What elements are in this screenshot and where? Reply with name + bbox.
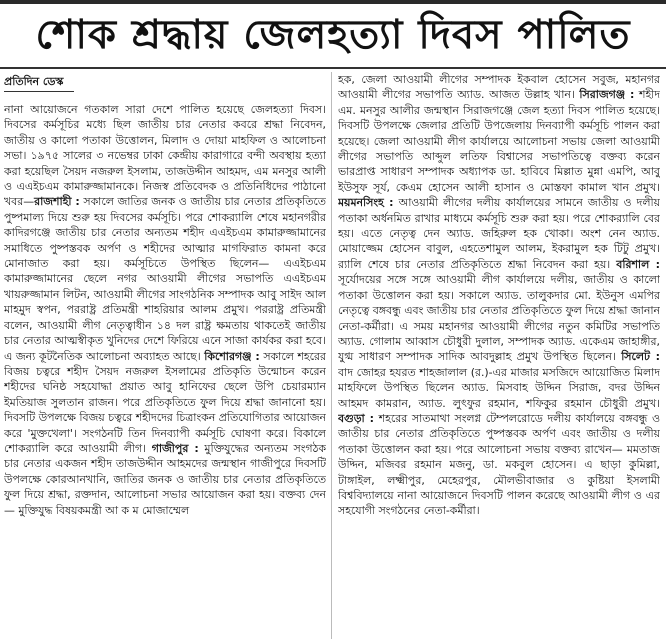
headline-rule bbox=[0, 67, 666, 69]
report-text-gazipur-cont: হক, জেলা আওয়ামী লীগের সম্পাদক ইকবাল হোসেন সবুজ, মহানগর আওয়ামী লীগের সভাপতি অ্যাড. আজত উল্লাহ খান। bbox=[338, 73, 660, 102]
report-text-sirajganj: শহীদ এম. মনসুর আলীর জন্মস্থান সিরাজগঞ্জে জেল হত্যা দিবস পালিত হয়েছে। দিবসটি উপলক্ষে জেলার প্রতিটি উপজেলায় দিনব্যাপী কর্মসূচি পালন করা হয়েছে। জেলা আওয়ামী লীগ কার্যালয়ে আলোচনা সভায় জেলা আওয়ামী লীগের সভাপতি আব্দুল লতিফ বিশ্বাসের সভাপতিত্বে বক্তব্য করেন ভারপ্রাপ্ত সাধারণ সম্পাদক অধ্যাপক ডা. হাবিবে মিল্লাত মুন্না এমপি, আবু ইউসুফ সূর্য, কেএম হোসেন আলী হাসান ও মোস্তফা কামাল খান প্রমুখ। bbox=[338, 88, 660, 194]
article-column-right bbox=[338, 72, 660, 639]
top-rule bbox=[0, 0, 666, 4]
place-label-sirajganj: সিরাজগঞ্জ : bbox=[579, 88, 635, 102]
place-label-mymensingh: ময়মনসিংহ : bbox=[338, 196, 394, 210]
report-text-bogura: শহরের সাতমাথা সংলগ্ন টেম্পলরোডে দলীয় কার্যালয়ে বঙ্গবন্ধু ও জাতীয় চার নেতার প্রতিকৃতিতে পুষ্পস্তবক অর্পণ এবং জাতীয় ও দলীয় পতাকা উত্তোলন করা হয়। পরে আলোচনা সভায় বক্তব্য রাখেন— মমতাজ উদ্দিন, মজিবর রহমান মজনু, ডা. মকবুল হোসেন। এ ছাড়া কুমিল্লা, টাঙ্গাইল, লক্ষ্মীপুর, মেহেরপুর, মৌলভীবাজার ও কুষ্টিয়া ইসলামী বিশ্ববিদ্যালয়ে নানা আয়োজনে দিবসটি পালন করেছে আওয়ামী লীগ ও এর সহযোগী সংগঠনের নেতা-কর্মীরা। bbox=[338, 411, 660, 518]
report-text-kishoreganj: সকালে শহরের বিজয় চত্বরে শহীদ সৈয়দ নজরুল ইসলামের প্রতিকৃতি উন্মোচন করেন শহীদের ঘনিষ্ঠ সহযোদ্ধা প্রয়াত আবু হানিফের ছেলে উপি চেয়ারম্যান ইমতিয়াজ সুলতান রাজন। পরে প্রতিকৃতিতে ফুল দিয়ে শ্রদ্ধা জানানো হয়। দিবসটি উপলক্ষে বিজয় চত্বরে শহীদদের চিত্রাংকন প্রতিযোগিতার আয়োজন করে 'মুক্তখেলা'। সংগঠনটি তিন দিনব্যাপী কর্মসূচি ঘোষণা করে। বিকালে শোকর‍্যালি করে আওয়ামী লীগ। bbox=[4, 349, 326, 455]
report-text-rajshahi: সকালে জাতির জনক ও জাতীয় চার নেতার প্রতিকৃতিতে পুষ্পমাল্য দিয়ে শুরু হয় দিবসের কর্মসূচি। পরে শোকর‍্যালি শেষে মহানগরীর কাদিরগঞ্জে জাতীয় চার নেতার অন্যতম শহীদ এএইচএম কামারুজ্জামানের সমাধিতে পুষ্পস্তবক অর্পণ ও শহীদের আত্মার মাগফিরাত কামনা করে মোনাজাত করা হয়। কর্মসূচিতে উপস্থিত ছিলেন— এএইচএম কামারুজ্জামানের ছেলে নগর আওয়ামী লীগের সভাপতি এএইচএম খায়রুজ্জামান লিটন, আওয়ামী লীগের সাংগঠনিক সম্পাদক আবু সাইদ আল মাহমুদ স্বপন, পররাষ্ট্র প্রতিমন্ত্রী শাহরিয়ার আলম প্রমুখ। পররাষ্ট্র প্রতিমন্ত্রী বলেন, আওয়ামী লীগ নেতৃত্বাধীন ১৪ দল রাষ্ট্র ক্ষমতায় থাকতেই জাতীয় চার নেতার আত্মস্বীকৃত খুনিদের দেশে ফিরিয়ে এনে সাজা কার্যকর করা হবে। এ জন্য কূটনৈতিক আলোচনা অব্যাহত আছে। bbox=[4, 195, 326, 363]
article-column-left bbox=[4, 72, 326, 639]
place-label-sylhet: সিলেট : bbox=[621, 350, 660, 364]
place-label-rajshahi: রাজশাহী : bbox=[34, 195, 80, 209]
report-text-mymensingh: আওয়ামী লীগের দলীয় কার্যালয়ের সামনে জাতীয় ও দলীয় পতাকা অর্ধনমিত রাখার মাধ্যমে কর্মসূচি শুরু করা হয়। পরে শোকর‍্যালি বের হয়। এতে নেতৃত্ব দেন অ্যাড. জহিরুল হক খোকা। অংশ নেন অ্যাড. মোয়াজ্জেম হোসেন বাবুল, এহতেশামুল আলম, ইকরামুল হক টিটু প্রমুখ। র‍্যালি শেষে চার নেতার প্রতিকৃতিতে শ্রদ্ধা নিবেদন করা হয়। bbox=[338, 196, 660, 271]
byline-rule bbox=[4, 91, 74, 92]
place-label-barishal: বরিশাল : bbox=[616, 257, 660, 271]
column-divider bbox=[331, 72, 332, 639]
article-paragraph bbox=[4, 102, 326, 518]
intro-text: নানা আয়োজনে গতকাল সারা দেশে পালিত হয়েছে জেলহত্যা দিবস। দিবসের কর্মসূচির মধ্যে ছিল জাতীয় চার নেতার কবরে শ্রদ্ধা নিবেদন, জাতীয় ও কালো পতাকা উত্তোলন, মিলাদ ও দোয়া মাহফিল ও আলোচনা সভা। ১৯৭৫ সালের ৩ নভেম্বর ঢাকা কেন্দ্রীয় কারাগারে বন্দী অবস্থায় হত্যা করা হয়েছিল সৈয়দ নজরুল ইসলাম, তাজউদ্দীন আহমদ, এম মনসুর আলী ও এএইচএম কামারুজ্জামানকে। নিজস্ব প্রতিবেদক ও প্রতিনিধিদের পাঠানো খবর— bbox=[4, 103, 326, 209]
article-paragraph bbox=[338, 72, 660, 519]
place-label-bogura: বগুড়া : bbox=[338, 411, 375, 425]
place-label-kishoreganj: কিশোরগঞ্জ : bbox=[204, 349, 260, 363]
report-text-barishal: সূর্যোদয়ের সঙ্গে সঙ্গে আওয়ামী লীগ কার্যালয়ে দলীয়, জাতীয় ও কালো পতাকা উত্তোলন করা হয়। সকালে অ্যাড. তালুকদার মো. ইউনুস এমপির নেতৃত্বে বঙ্গবন্ধু এবং জাতীয় চার নেতার প্রতিকৃতিতে ফুল দিয়ে শ্রদ্ধা জানান নেতা-কর্মীরা। এ সময় মহানগর আওয়ামী লীগের নতুন কমিটির সভাপতি অ্যাড. গোলাম আব্বাস চৌধুরী দুলাল, সম্পাদক অ্যাড. একেএম জাহাঙ্গীর, যুগ্ম সাধারণ সম্পাদক সাদিক আবদুল্লাহ প্রমুখ উপস্থিত ছিলেন। bbox=[338, 273, 660, 364]
report-text-sylhet: বাদ জোহর হযরত শাহজালাল (র.)-এর মাজার মসজিদে আয়োজিত মিলাদ মাহফিলে উপস্থিত ছিলেন অ্যাড. মিসবাহ উদ্দিন সিরাজ, বদর উদ্দিন আহমদ কামরান, অ্যাড. লুৎফুর রহমান, শফিকুর রহমান চৌধুরী প্রমুখ। bbox=[338, 365, 660, 410]
report-text-gazipur: মুক্তিযুদ্ধের অন্যতম সংগঠক চার নেতার একজন শহীদ তাজউদ্দীন আহমদের জন্মস্থান গাজীপুরে দিবসটি উপলক্ষে কোরআনখানি, জাতির জনক ও জাতীয় চার নেতার প্রতিকৃতিতে ফুল দিয়ে শ্রদ্ধা, রক্তদান, আলোচনা সভার আয়োজন করা হয়। বক্তব্য দেন— মুক্তিযুদ্ধ বিষয়কমন্ত্রী আ ক ম মোজাম্মেল bbox=[4, 441, 326, 517]
place-label-gazipur: গাজীপুর : bbox=[151, 441, 199, 455]
byline: প্রতিদিন ডেস্ক bbox=[4, 75, 64, 88]
article-headline: শোক শ্রদ্ধায় জেলহত্যা দিবস পালিত bbox=[35, 12, 631, 58]
